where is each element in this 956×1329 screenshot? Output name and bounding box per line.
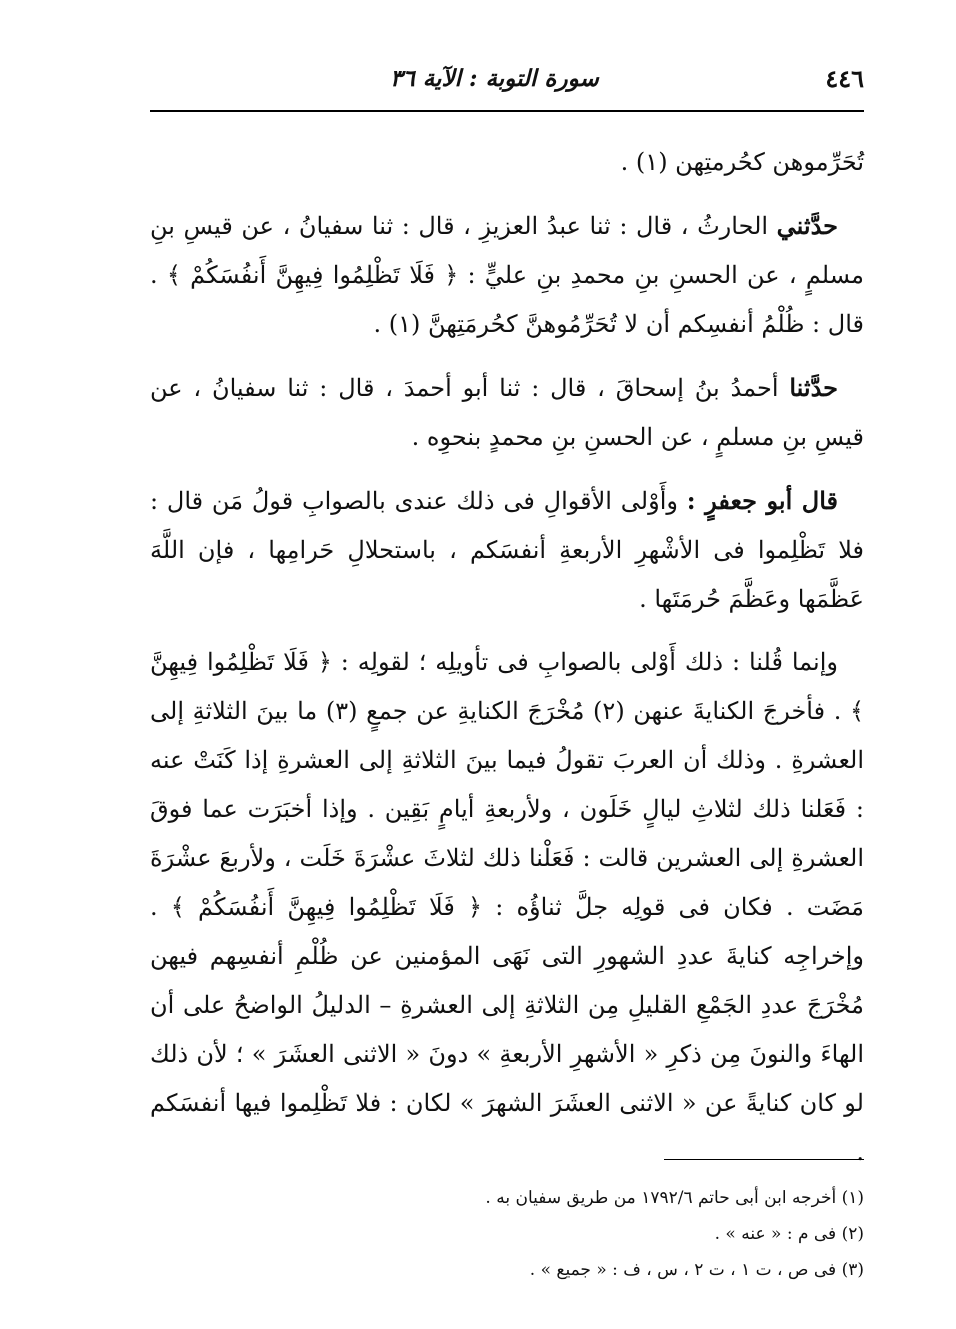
header-divider — [150, 110, 864, 112]
paragraph-3 — [150, 363, 864, 462]
paragraph-2 — [150, 201, 864, 349]
page-header — [150, 58, 864, 98]
footnote-2: (٢) فى م : « عنه » . — [714, 1224, 864, 1244]
paragraph-3-text: أحمدُ بنُ إسحاقَ ، قال : ثنا أبو أحمدَ ، قال : ثنا سفيانُ ، عن قيسِ بنِ مسلمٍ ، عن الحسنِ بنِ محمدٍ بنحوِه . — [150, 374, 864, 451]
paragraph-1: تُحَرِّموهن كحُرمتِهن (١) . — [620, 148, 864, 176]
running-title: سورة التوبة : الآية ٣٦ — [390, 64, 599, 92]
main-text — [150, 138, 864, 1177]
paragraph-4 — [150, 476, 864, 624]
footnote-divider — [664, 1159, 864, 1160]
footnotes — [150, 1180, 864, 1288]
footnote-1: (١) أخرجه ابن أبى حاتم ١٧٩٢/٦ من طريق سفيان به . — [485, 1188, 864, 1208]
paragraph-3-lead: حدَّثنا — [789, 373, 838, 402]
paragraph-4-lead: قال أبو جعفرٍ : — [686, 486, 838, 515]
paragraph-2-text: الحارثُ ، قال : ثنا عبدُ العزيزِ ، قال : ثنا سفيانُ ، عن قيسِ بنِ مسلمٍ ، عن الحسنِ بنِ محمدِ بنِ عليٍّ : ﴿ فَلَا تَظْلِمُوا فِيهِنَّ أَنفُسَكُمْ ﴾ . قال : ظُلْمُ أنفسِكم أن لا تُحَرِّمُوهنَّ كحُرمَتِهنَّ (١) . — [150, 212, 864, 338]
page-number: ٤٤٦ — [825, 63, 864, 93]
paragraph-4-text: وأَوْلى الأقوالِ فى ذلك عندى بالصوابِ قولُ مَن قال : فلا تَظْلِموا فى الأشْهرِ الأربعةِ أنفسَكم ، باستحلالِ حَرامِها ، فإن اللَّهَ عَظَّمَها وعَظَّمَ حُرمَتَها . — [150, 487, 864, 613]
paragraph-5: وإنما قُلنا : ذلك أَوْلى بالصوابِ فى تأويلِه ؛ لقولِه : ﴿ فَلَا تَظْلِمُوا فِيهِنَّ ﴾ . فأخرجَ الكنايةَ عنهن (٢) مُخْرَجَ الكنايةِ عن جمعٍ (٣) ما بينَ الثلاثةِ إلى العشرةِ . وذلك أن العربَ تقولُ فيما بينَ الثلاثةِ إلى العشرةِ إذا كَنَتْ عنه : فَعَلنا ذلك لثلاثِ ليالٍ خَلَون ، ولأربعةِ أيامٍ بَقِين . وإذا أخبَرَت عما فوقَ العشرةِ إلى العشرين قالت : فَعَلْنا ذلك لثلاثَ عشْرَةَ خَلَت ، ولأربعَ عشْرَةَ مَضَت . فكان فى قولِه جلَّ ثناؤُه : ﴿ فَلَا تَظْلِمُوا فِيهِنَّ أَنفُسَكُمْ ﴾ . وإخراجِه كنايةَ عددِ الشهورِ التى نَهَى المؤمنين عن ظُلْمِ أنفسِهم فيهن مُخْرَجَ عددِ الجَمْعِ القليلِ مِن الثلاثةِ إلى العشرةِ – الدليلُ الواضحُ على أن الهاءَ والنونَ مِن ذكرِ « الأشهرِ الأربعةِ » دونَ « الاثنى العشَرَ » ؛ لأن ذلك لو كان كنايةً عن « الاثنى العشَرَ الشهرَ » لكان : فلا تَظْلِموا فيها أنفسَكم . — [150, 648, 865, 1166]
paragraph-2-lead: حدَّثني — [776, 211, 838, 240]
footnote-3: (٣) فى ص ، ت ١ ، ت ٢ ، س ، ف : « جميع » . — [529, 1260, 864, 1280]
